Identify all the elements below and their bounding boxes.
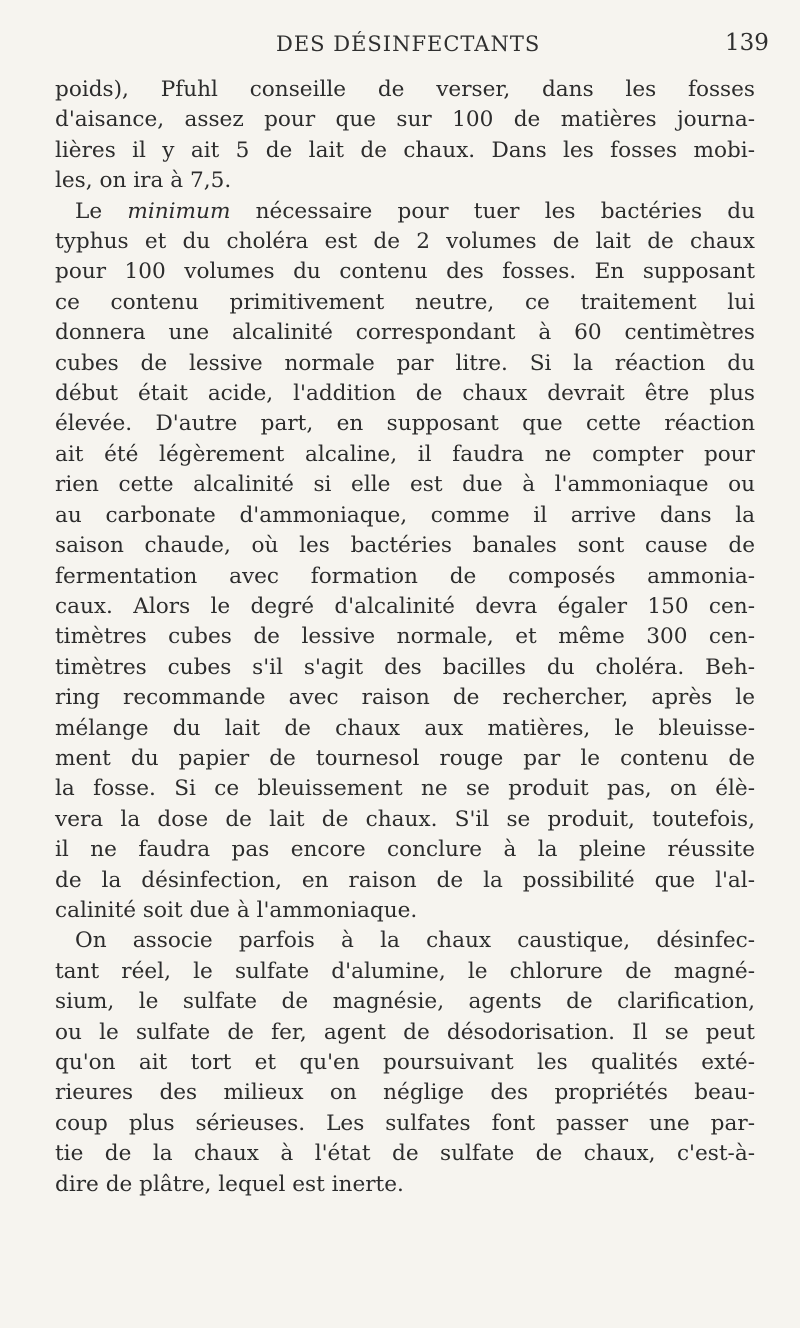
text-line: de la désinfection, en raison de la possibilité que l'al-	[55, 867, 755, 893]
text-line: lières il y ait 5 de lait de chaux. Dans les fosses mobi-	[55, 137, 755, 163]
text-line: typhus et du choléra est de 2 volumes de lait de chaux	[55, 229, 755, 255]
text-line: qu'on ait tort et qu'en poursuivant les qualités exté-	[55, 1050, 755, 1075]
text-line: la fosse. Si ce bleuissement ne se produit pas, on élè-	[55, 776, 755, 802]
text-line: sium, le sulfate de magnésie, agents de clarification,	[55, 989, 755, 1015]
text-line: mélange du lait de chaux aux matières, le bleuisse-	[55, 715, 755, 741]
page-number: 139	[725, 30, 769, 56]
text-line: ment du papier de tournesol rouge par le contenu de	[55, 745, 755, 771]
text-line: les, on ira à 7,5.	[55, 168, 232, 194]
text-fragment: nécessaire pour tuer les bactéries du	[230, 198, 755, 224]
text-fragment: Le	[75, 198, 128, 224]
text-line: On associe parfois à la chaux caustique, désinfec-	[75, 928, 755, 954]
text-line: il ne faudra pas encore conclure à la pleine réussite	[55, 837, 755, 863]
text-line: dire de plâtre, lequel est inerte.	[55, 1171, 404, 1197]
text-line: vera la dose de lait de chaux. S'il se produit, toutefois,	[55, 806, 755, 832]
text-line: calinité soit due à l'ammoniaque.	[55, 897, 418, 923]
text-line: coup plus sérieuses. Les sulfates font passer une par-	[55, 1110, 755, 1136]
running-title: DES DÉSINFECTANTS	[276, 32, 541, 56]
text-line: d'aisance, assez pour que sur 100 de matières journa-	[55, 107, 755, 133]
text-line: tie de la chaux à l'état de sulfate de chaux, c'est-à-	[55, 1141, 755, 1167]
text-line: rieures des milieux on néglige des propriétés beau-	[55, 1080, 755, 1106]
text-line: saison chaude, où les bactéries banales sont cause de	[55, 533, 755, 559]
text-line: ou le sulfate de fer, agent de désodorisation. Il se peut	[55, 1019, 755, 1045]
text-line: caux. Alors le degré d'alcalinité devra égaler 150 cen-	[55, 593, 755, 619]
text-line: début était acide, l'addition de chaux devrait être plus	[55, 381, 755, 407]
text-line: rien cette alcalinité si elle est due à l'ammoniaque ou	[55, 472, 755, 498]
text-line: cubes de lessive normale par litre. Si la réaction du	[55, 350, 755, 376]
text-line	[55, 197, 755, 227]
text-line: élevée. D'autre part, en supposant que cette réaction	[55, 411, 755, 437]
text-line: au carbonate d'ammoniaque, comme il arrive dans la	[55, 502, 755, 528]
text-line: fermentation avec formation de composés ammonia-	[55, 563, 755, 589]
text-line: ait été légèrement alcaline, il faudra ne compter pour	[55, 441, 755, 467]
text-line: ce contenu primitivement neutre, ce traitement lui	[55, 289, 755, 315]
italic-term: minimum	[127, 198, 231, 224]
text-line: tant réel, le sulfate d'alumine, le chlorure de magné-	[55, 958, 755, 984]
body-text	[55, 75, 755, 1200]
text-line: ring recommande avec raison de rechercher, après le	[55, 685, 755, 711]
text-line: poids), Pfuhl conseille de verser, dans les fosses	[55, 77, 755, 102]
text-line: donnera une alcalinité correspondant à 60 centimètres	[55, 320, 755, 346]
text-line: timètres cubes s'il s'agit des bacilles du choléra. Beh-	[55, 654, 755, 680]
text-line: timètres cubes de lessive normale, et même 300 cen-	[55, 624, 755, 650]
text-line: pour 100 volumes du contenu des fosses. En supposant	[55, 259, 755, 285]
